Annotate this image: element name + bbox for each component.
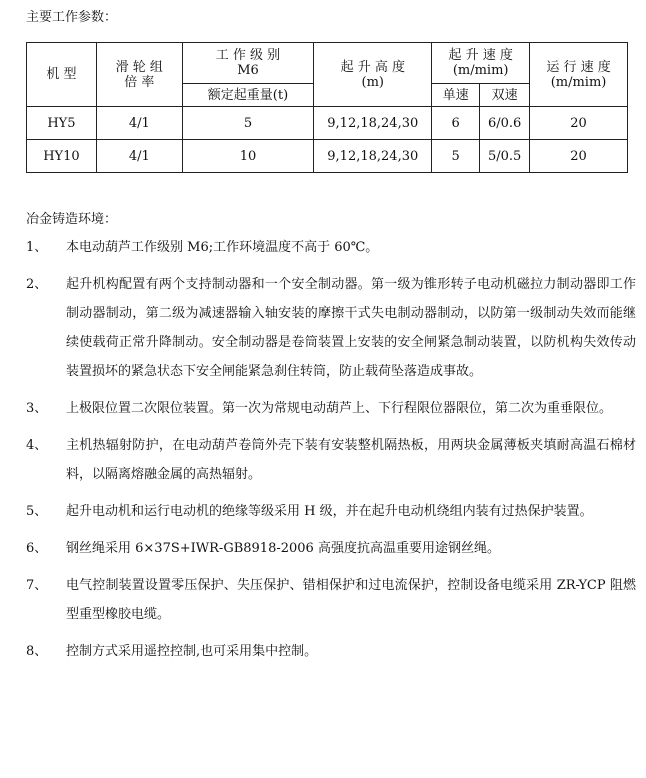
cell-rated-load: 10	[182, 140, 314, 173]
item-text: 本电动葫芦工作级别 M6;工作环境温度不高于 60℃。	[66, 240, 379, 255]
cell-travel-speed: 20	[530, 107, 628, 140]
cell-model: HY5	[27, 107, 97, 140]
item-number: 1、	[26, 240, 48, 255]
cell-dual-speed: 5/0.5	[480, 140, 530, 173]
list-item	[26, 637, 636, 666]
cell-lift-height: 9,12,18,24,30	[314, 107, 432, 140]
cell-model: HY10	[27, 140, 97, 173]
cell-pulley-ratio: 4/1	[96, 107, 182, 140]
header-lift-speed: 起 升 速 度 (m/mim)	[432, 43, 530, 84]
header-pulley-ratio: 滑 轮 组 倍 率	[96, 43, 182, 107]
table-row	[27, 140, 628, 173]
cell-single-speed: 6	[432, 107, 480, 140]
list-item	[26, 431, 636, 489]
item-text: 钢丝绳采用 6×37S+IWR-GB8918-2006 高强度抗高温重要用途钢丝绳。	[66, 541, 500, 556]
item-text: 起升机构配置有两个支持制动器和一个安全制动器。第一级为锥形转子电动机磁拉力制动器即工作制动器制动，第二级为减速器输入轴安装的摩擦干式失电制动器制动，以防第一级制动失效而能继续使载荷正常升降制动。安全制动器是卷筒装置上安装的安全闸紧急制动装置，以防机构失效传动装置损坏的紧急状态下安全闸能紧急刹住转筒，防止载荷坠落造成事故。	[66, 277, 636, 379]
list-item	[26, 233, 636, 262]
table-header-row	[27, 43, 628, 84]
cell-rated-load: 5	[182, 107, 314, 140]
item-number: 4、	[26, 438, 48, 453]
list-item	[26, 270, 636, 386]
header-rated-load: 额定起重量(t)	[182, 84, 314, 107]
item-number: 8、	[26, 644, 48, 659]
table-row	[27, 107, 628, 140]
header-travel-speed: 运 行 速 度 (m/mim)	[530, 43, 628, 107]
list-item	[26, 497, 636, 526]
cell-travel-speed: 20	[530, 140, 628, 173]
header-model: 机 型	[27, 43, 97, 107]
list-item	[26, 534, 636, 563]
item-text: 电气控制装置设置零压保护、失压保护、错相保护和过电流保护，控制设备电缆采用 ZR-YCP 阻燃型重型橡胶电缆。	[66, 578, 636, 622]
header-lift-height: 起 升 高 度 (m)	[314, 43, 432, 107]
item-number: 2、	[26, 277, 48, 292]
item-number: 5、	[26, 504, 48, 519]
cell-single-speed: 5	[432, 140, 480, 173]
header-duty-class: 工 作 级 别 M6	[182, 43, 314, 84]
cell-lift-height: 9,12,18,24,30	[314, 140, 432, 173]
item-number: 6、	[26, 541, 48, 556]
item-number: 3、	[26, 401, 48, 416]
item-text: 上极限位置二次限位装置。第一次为常规电动葫芦上、下行程限位器限位，第二次为重垂限位。	[66, 401, 613, 416]
list-item	[26, 571, 636, 629]
item-text: 起升电动机和运行电动机的绝缘等级采用 H 级，并在起升电动机绕组内装有过热保护装置。	[66, 504, 593, 519]
item-number: 7、	[26, 578, 48, 593]
list-item	[26, 394, 636, 423]
item-text: 控制方式采用遥控控制,也可采用集中控制。	[66, 644, 318, 659]
parameters-table	[26, 42, 628, 173]
item-text: 主机热辐射防护，在电动葫芦卷筒外壳下装有安装整机隔热板，用两块金属薄板夹填耐高温石棉材料，以隔离熔融金属的高热辐射。	[66, 438, 636, 482]
requirements-list	[26, 233, 636, 674]
cell-dual-speed: 6/0.6	[480, 107, 530, 140]
header-single-speed: 单速	[432, 84, 480, 107]
cell-pulley-ratio: 4/1	[96, 140, 182, 173]
header-dual-speed: 双速	[480, 84, 530, 107]
parameters-heading: 主要工作参数：	[26, 10, 118, 25]
environment-heading: 冶金铸造环境：	[26, 212, 118, 227]
